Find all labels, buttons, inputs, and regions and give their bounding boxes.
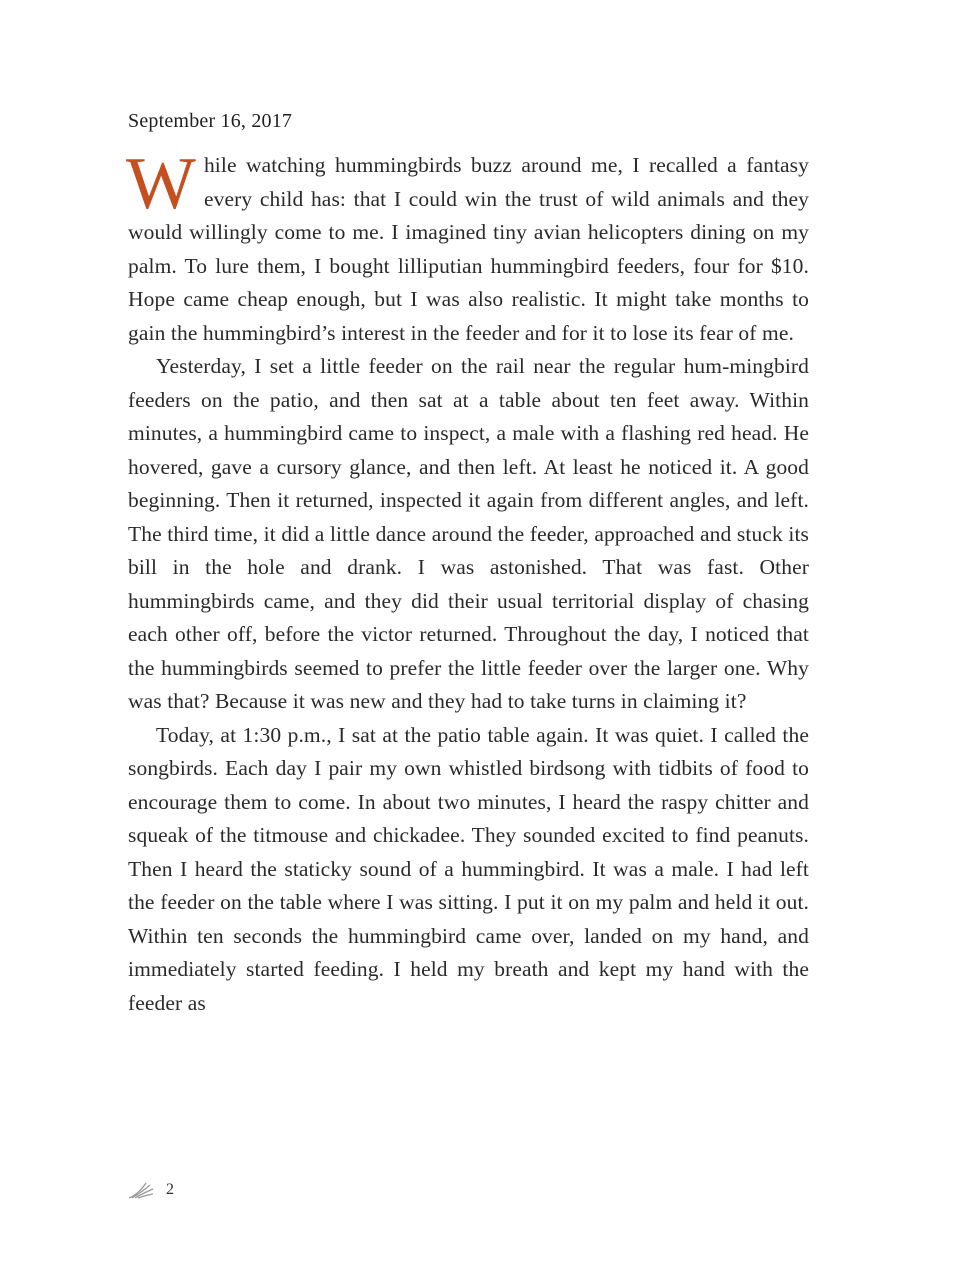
drop-cap: W — [126, 143, 196, 225]
paragraph-3: Today, at 1:30 p.m., I sat at the patio table again. It was quiet. I called the songbirds. Each day I pair my own whistled birdsong with tidbits of food to encourage them to come. In about two minutes, I heard the raspy chitter and squeak of the titmouse and chickadee. They sounded excited to find peanuts. Then I heard the staticky sound of a hummingbird. It was a male. I had left the feeder on the table where I was sitting. I put it on my palm and held it out. Within ten seconds the hummingbird came over, landed on my hand, and immediately started feeding. I held my breath and kept my hand with the feeder as — [128, 722, 809, 1015]
entry-date: September 16, 2017 — [128, 110, 293, 132]
paragraph-2: Yesterday, I set a little feeder on the rail near the regular hum-mingbird feeders on the patio, and then sat at a table about ten feet away. Within minutes, a hummingbird came to inspect, a male with a flashing red head. He hovered, gave a cursory glance, and then left. At least he noticed it. A good beginning. Then it returned, inspected it again from different angles, and left. The third time, it did a little dance around the feeder, approached and stuck its bill in the hole and drank. I was astonished. That was fast. Other hummingbirds came, and they did their usual territorial display of chasing each other off, before the victor returned. Throughout the day, I noticed that the hummingbirds seemed to prefer the little feeder over the larger one. Why was that? Because it was new and they had to take turns in claiming it? — [128, 354, 809, 713]
paragraph-1-text: hile watching hummingbirds buzz around me, I recalled a fantasy every child has: that I could win the trust of wild animals and they would willingly come to me. I imagined tiny avian helicopters dining on my palm. To lure them, I bought lilliputian hummingbird feeders, four for $10. Hope came cheap enough, but I was also realistic. It might take months to gain the hummingbird’s interest in the feeder and for it to lose its fear of me. — [128, 153, 809, 345]
wing-ornament-icon — [128, 1180, 154, 1200]
page-number: 2 — [166, 1181, 174, 1198]
paragraph-1 — [126, 143, 809, 350]
page-body — [128, 110, 809, 1020]
page-footer — [128, 1180, 174, 1200]
